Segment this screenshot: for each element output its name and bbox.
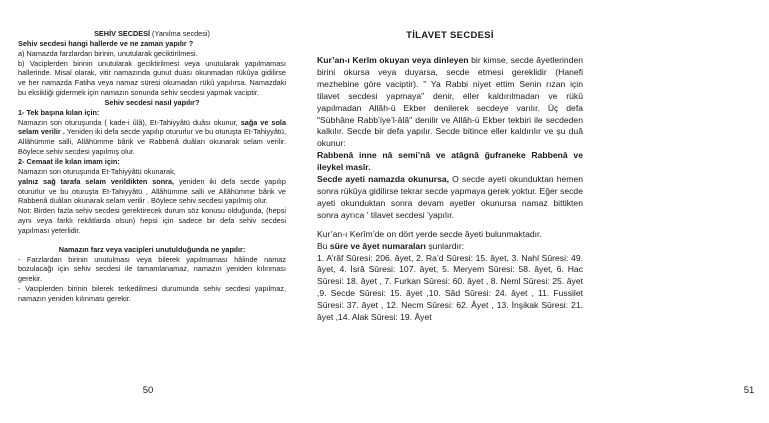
note: Not: Birden fazla sehiv secdesi gerektirecek durum söz konusu olduğunda, (hepsi aynı veya farklı rekâtlarda olsun) hepsi için sadece bir defa sehiv secdesi yapılması yeterlidir. (18, 206, 286, 235)
item-b: b) Vaciplerden birinin unutularak geciktirilmesi veya unutularak yapılmaması hallerinde. Misal olarak, vitir namazında gunut duası okunmadan rükûya gidilirse ve her namazda Fatiha veya namaz süresi okumadan rükû yapılırsa. Namazdaki bu eksikliği gidermek için namazın sonunda sehiv secdesi yapmak vaciptir. (18, 58, 286, 98)
section-1-title: 1- Tek başına kılan için: (18, 107, 100, 117)
page-number-left: 50 (142, 385, 154, 396)
left-page-text (18, 29, 286, 304)
question-2: Sehiv secdesi nasıl yapılır? (104, 97, 200, 107)
sehiv-heading: SEHİV SECDESİ (Yanılma secdesi) (94, 29, 210, 38)
description-1: - Farzlardan birinin unutulması veya bilerek yapılmaması hâlinde namaz bozulacağı için sehiv secdesi ile tamamlanamaz, namazın yeniden kılınması gerekir. (18, 254, 286, 284)
ayet-list: 1. A’râf Sûresi: 206. âyet, 2. Ra’d Sûresi: 15. âyet, 3. Nahl Sûresi: 49. âyet, 4. İsrâ Sûresi: 107. âyet, 5. Meryem Sûresi: 58. âyet, 6. Hac Sûresi: 18. âyet , 7. Furkan Sûresi: 60. âyet , 8. Neml Sûresi: 25. âyet ,9. Secde Sûresi: 15. âyet ,10. Sâd Sûresi: 24. âyet , 11. Fussilet Sûresi: 37. âyet , 12. Necm Sûresi: 62. Âyet , 13. İnşikak Sûresi: 21. âyet ,14. Alak Sûresi: 19. Âyet (317, 252, 583, 323)
paragraph-4: Bu süre ve âyet numaraları şunlardır: (317, 240, 465, 251)
question-1: Sehiv secdesi hangi hallerde ve ne zaman yapılır ? (18, 38, 194, 48)
tilavet-title: TİLAVET SECDESİ (406, 30, 494, 41)
question-3: Namazın farz veya vacipleri unutulduğunda ne yapılır: (58, 244, 246, 254)
page-number-right: 51 (743, 385, 755, 396)
section-2-text: Namazın son oturuşunda Et-Tahiyyâtü okunarak, yalnız sağ tarafa selam verildikten sonra, yeniden iki defa secde yapılıp otururlur ve bu oturuşta Et-Tahiyyâtü , Allâhümme salli ve Allâhümme bârik ve Rabbenâ duâları okunarak selam verilir . Böylece sehiv secdesi yapılmış olur. (18, 166, 286, 206)
right-page-text (317, 55, 583, 324)
right-page (300, 0, 755, 423)
item-a: a) Namazda farzlardan birinin, unutularak geciktirilmesi. (18, 48, 198, 58)
description-2: - Vaciplerden birinin bilerek terkedilmesi durumunda sehiv secdesi yapılmaz, namazın yeniden kılınması gerekir. (18, 284, 286, 303)
paragraph-2: Secde ayeti namazda okunursa, O secde ayeti okunduktan hemen sonra rükûya gidilirse tekrar secde yapmaya gerek yoktur. Eğer secde ayeti okunduktan sonra devam ayetler okunursa namaz bittikten sonra ayrıca ' tilavet secdesi 'yapılır. (317, 174, 584, 220)
left-page (0, 0, 300, 423)
paragraph-3: Kur’an-ı Kerîm’de on dört yerde secde âyeti bulunmaktadır. (317, 228, 542, 239)
paragraph-1: Kur’an-ı Kerîm okuyan veya dinleyen bir kimse, secde âyetlerinden birini okursa veya duyarsa, secde etmesi gereklidir (Hanefi mezhebine göre vaciptir). " Ya Rabbi niyet ettim Senin rızan için tilavet secdesi yapmaya" denir, eller kaldırılmadan ve rükû yapılmadan Allâh-ü Ekber denilerek secdeye varılır. Üç defa "Sübhâne Rabb’iye’l-âlâ" denilir ve Allâh-ü Ekber tekbiri ile secdeden kalkılır. Secde bir defa yapılır. Secde bitince eller kaldırılır ve şu duâ okunur: Rabbenâ inne nâ semi’nâ ve atâgnâ ğufraneke Rabbenâ ve ileykel masîr. (317, 55, 584, 173)
section-1-text: Namazın son oturuşunda ( kade-i ûlâ), Et-Tahiyyâtü duâsı okunur, sağa ve sola selam verilir . Yeniden iki defa secde yapılıp otururlur ve bu oturuşta Et-Tahiyyâtü, Allâhümme salli, Allâhümme bârik ve Rabbenâ duâları okunarak selam verilir. Böylece sehiv secdesi yapılmış olur. (18, 117, 287, 157)
section-2-title: 2- Cemaat ile kılan imam için: (18, 156, 120, 166)
